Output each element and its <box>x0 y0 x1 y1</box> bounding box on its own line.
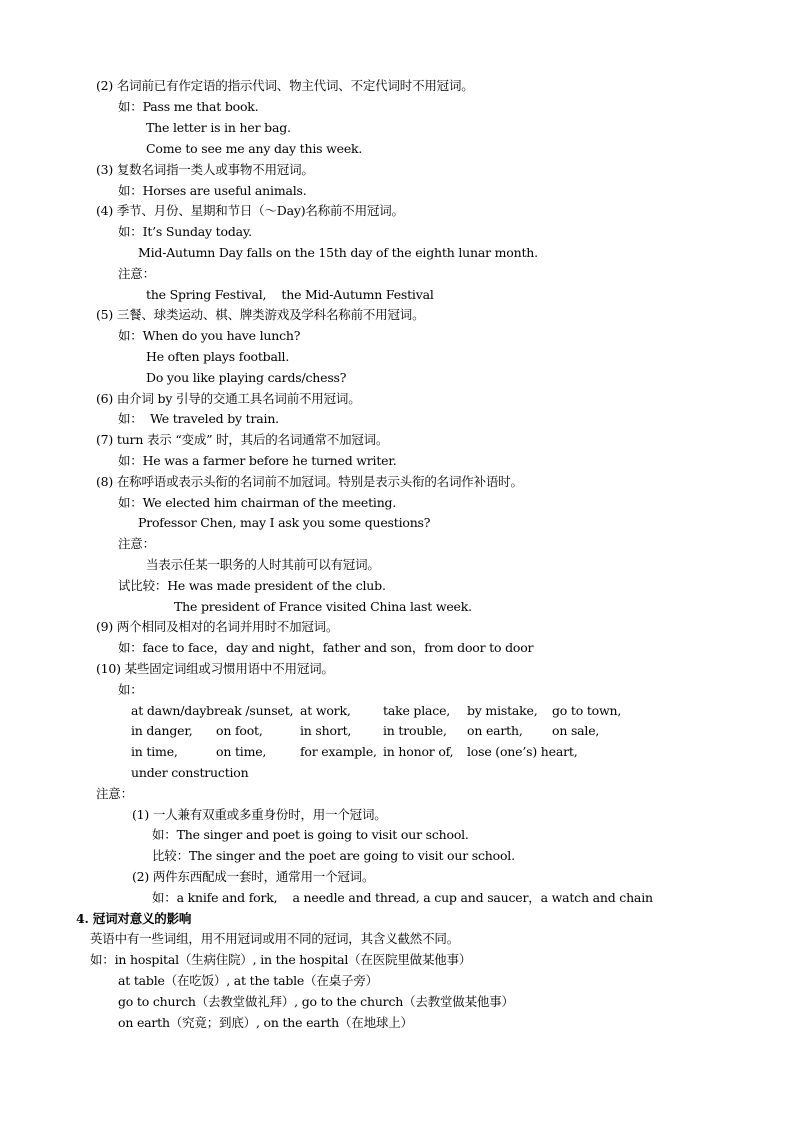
phrase-item: at dawn/daybreak /sunset, <box>131 703 294 718</box>
example-line: 如：face to face，day and night，father and son，from door to door <box>118 640 534 655</box>
example-line: The letter is in her bag. <box>146 120 291 135</box>
note-label: 注意： <box>118 536 155 551</box>
phrase-item: in honor of, <box>383 744 454 759</box>
example-line: Professor Chen, may I ask you some questions? <box>138 515 431 530</box>
phrase-item: in danger, <box>131 723 193 738</box>
example-line: 如：We elected him chairman of the meeting. <box>118 495 397 510</box>
example-line: Do you like playing cards/chess? <box>146 370 347 385</box>
section-title: 4. 冠词对意义的影响 <box>76 911 192 926</box>
phrase-item: in time, <box>131 744 178 759</box>
example-label: 如： <box>118 682 143 697</box>
example-line: on earth（究竟；到底）, on the earth（在地球上） <box>118 1015 413 1030</box>
example-line: go to church（去教堂做礼拜）, go to the church（去教堂做某他事） <box>118 994 514 1009</box>
phrase-item: on earth, <box>467 723 523 738</box>
phrase-item: by mistake, <box>467 703 538 718</box>
phrase-item: in trouble, <box>383 723 447 738</box>
note-item: (2) 两件东西配成一套时，通常用一个冠词。 <box>132 869 375 884</box>
section-10-heading: (10) 某些固定词组或习惯用语中不用冠词。 <box>96 661 334 676</box>
phrase-item: in short, <box>300 723 352 738</box>
section-9-heading: (9) 两个相同及相对的名词并用时不加冠词。 <box>96 619 339 634</box>
section-3-heading: (3) 复数名词指一类人或事物不用冠词。 <box>96 162 314 177</box>
example-line: 如：Horses are useful animals. <box>118 183 307 198</box>
section-7-heading: (7) turn 表示 “变成” 时，其后的名词通常不加冠词。 <box>96 432 389 447</box>
intro-text: 英语中有一些词组，用不用冠词或用不同的冠词，其含义截然不同。 <box>90 931 460 946</box>
phrase-item: at work, <box>300 703 351 718</box>
example-line: 如：a knife and fork, a needle and thread, a cup and saucer，a watch and chain <box>152 890 653 905</box>
example-line: 如：Pass me that book. <box>118 99 259 114</box>
compare-line: 试比较：He was made president of the club. <box>118 578 386 593</box>
example-line: 如： We traveled by train. <box>118 411 279 426</box>
example-line: Mid-Autumn Day falls on the 15th day of the eighth lunar month. <box>138 245 538 260</box>
example-line: 如：in hospital（生病住院）, in the hospital（在医院里做某他事） <box>90 952 472 967</box>
example-line: 如：The singer and poet is going to visit our school. <box>152 827 469 842</box>
example-line: 如：It’s Sunday today. <box>118 224 252 239</box>
example-line: Come to see me any day this week. <box>146 141 363 156</box>
example-line: 如：He was a farmer before he turned writer. <box>118 453 397 468</box>
phrase-item: on time, <box>216 744 267 759</box>
phrase-item: under construction <box>131 765 249 780</box>
example-line: He often plays football. <box>146 349 290 364</box>
example-line: 如：When do you have lunch? <box>118 328 301 343</box>
compare-line: The president of France visited China last week. <box>174 599 472 614</box>
section-6-heading: (6) 由介词 by 引导的交通工具名词前不用冠词。 <box>96 391 361 406</box>
note-label: 注意： <box>118 266 155 281</box>
section-2-heading: (2) 名词前已有作定语的指示代词、物主代词、不定代词时不用冠词。 <box>96 78 474 93</box>
phrase-item: on sale, <box>552 723 600 738</box>
section-4-heading: (4) 季节、月份、星期和节日（～Day)名称前不用冠词。 <box>96 203 404 218</box>
note-text: 当表示任某一职务的人时其前可以有冠词。 <box>146 557 380 572</box>
section-8-heading: (8) 在称呼语或表示头衔的名词前不加冠词。特别是表示头衔的名词作补语时。 <box>96 474 523 489</box>
note-label: 注意： <box>96 786 133 801</box>
phrase-item: take place, <box>383 703 451 718</box>
example-line: at table（在吃饭）, at the table（在桌子旁） <box>118 973 378 988</box>
phrase-item: lose (one’s) heart, <box>467 744 578 759</box>
note-item: (1) 一人兼有双重或多重身份时，用一个冠词。 <box>132 807 387 822</box>
compare-line: 比较：The singer and the poet are going to visit our school. <box>152 848 515 863</box>
phrase-item: go to town, <box>552 703 622 718</box>
phrase-item: for example, <box>300 744 377 759</box>
section-5-heading: (5) 三餐、球类运动、棋、牌类游戏及学科名称前不用冠词。 <box>96 307 425 322</box>
example-line: the Spring Festival, the Mid-Autumn Festival <box>146 287 434 302</box>
phrase-item: on foot, <box>216 723 263 738</box>
